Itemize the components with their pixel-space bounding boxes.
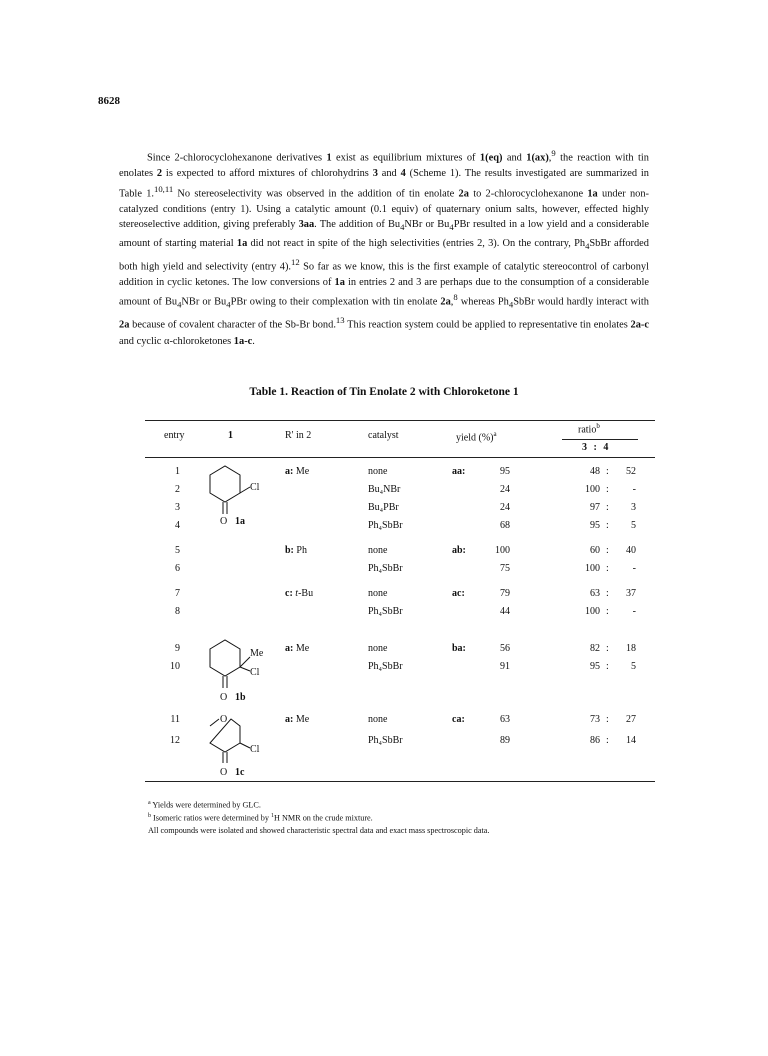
yield-cell: 24: [500, 502, 510, 513]
ratio-3-cell: 73: [590, 714, 600, 725]
catalyst-cell: none: [368, 545, 388, 556]
cl-label: Cl: [250, 744, 260, 755]
structure-1a: [200, 463, 280, 533]
rgroup-cell: a: Me: [285, 643, 310, 654]
ratio-4-cell: 5: [631, 661, 636, 672]
ratio-separator: :: [606, 714, 609, 725]
entry-cell: 4: [175, 520, 180, 531]
ring-o-label: O: [220, 714, 228, 725]
body-paragraph: Since 2-chlorocyclohexanone derivatives 1 exist as equilibrium mixtures of 1(eq) and 1(ax),$^9$ the reaction with tin enolates 2 is expected to afford mixtures of chlorohydrins 3 and 4 (Scheme 1). The results investigated are summarized in Table 1.$^{10,11}$ No stereoselectivity was observed in the addition of tin enolate 2a to 2-chlorocyclohexanone 1a under non-catalyzed conditions (entry 1). Using a catalytic amount (0.1 equiv) of quaternary onium salts, however, effected highly stereoselective addition, giving preferably 3aa. The addition of $Bu_4NBr$ or $Bu_4PBr$ resulted in a low yield and a considerable amount of starting material 1a did not react in spite of the high selectivities (entries 2, 3). On the contrary, $Ph_4SbBr$ afforded both high yield and selectivity (entry 4).$^{12}$ So far as we know, this is the first example of catalytic stereocontrol of carbonyl addition in cyclic ketones. The low conversions of 1a in entries 2 and 3 are perhaps due to the consumption of a considerable amount of $Bu_4NBr$ or $Bu_4PBr$ owing to their complexation with tin enolate 2a,$^8$ whereas $Ph_4SbBr$ would hardly interact with 2a because of covalent character of the Sb-Br bond.$^{13}$ This reaction system could be applied to representative tin enolates 2a-c and cyclic α-chloroketones 1a-c.: [119, 148, 650, 347]
yield-cell: 100: [495, 545, 510, 556]
catalyst-cell: Bu₄NBr: [368, 484, 401, 495]
catalyst-cell: none: [368, 588, 388, 599]
entry-cell: 5: [175, 545, 180, 556]
yield-cell: 63: [500, 714, 510, 725]
ratio-separator: :: [606, 502, 609, 513]
entry-cell: 11: [170, 714, 180, 725]
ratio-separator: :: [606, 606, 609, 617]
catalyst-cell: none: [368, 466, 388, 477]
entry-cell: 7: [175, 588, 180, 599]
ratio-4-cell: 18: [626, 643, 636, 654]
footnote-b: $^b$ Isomeric ratios were determined by $^1$H NMR on the crude mixture.: [148, 813, 373, 823]
structure-1b: [200, 637, 280, 709]
yield-cell: 89: [500, 735, 510, 746]
ratio-4-cell: 5: [631, 520, 636, 531]
ratio-3-cell: 95: [590, 661, 600, 672]
ratio-4-cell: 14: [626, 735, 636, 746]
table-top-rule: [145, 420, 655, 421]
ratio-4-cell: -: [632, 606, 636, 617]
yield-cell: 79: [500, 588, 510, 599]
header-rgroup: R' in 2: [285, 430, 312, 441]
o-label: O: [220, 767, 228, 778]
catalyst-cell: none: [368, 714, 388, 725]
ratio-3-cell: 82: [590, 643, 600, 654]
structure-label: 1b: [235, 692, 246, 703]
ratio-3-cell: 100: [585, 606, 600, 617]
header-yield: yield (%)$^a$: [456, 430, 497, 444]
rgroup-cell: c: t-Bu: [285, 588, 314, 599]
ratio-4-cell: -: [632, 563, 636, 574]
entry-cell: 12: [170, 735, 180, 746]
o-label: O: [220, 692, 228, 703]
ratio-separator: :: [606, 520, 609, 531]
catalyst-cell: Ph₄SbBr: [368, 606, 403, 617]
header-entry: entry: [164, 430, 185, 441]
catalyst-cell: Ph₄SbBr: [368, 735, 403, 746]
me-label: Me: [250, 648, 264, 659]
entry-cell: 1: [175, 466, 180, 477]
ratio-separator: :: [606, 588, 609, 599]
cl-label: Cl: [250, 667, 260, 678]
product-label-cell: ac:: [452, 588, 465, 599]
yield-cell: 75: [500, 563, 510, 574]
header-ketone: 1: [228, 430, 233, 441]
rgroup-cell: b: Ph: [285, 545, 307, 556]
ratio-3-cell: 60: [590, 545, 600, 556]
ratio-3-cell: 97: [590, 502, 600, 513]
entry-cell: 10: [170, 661, 180, 672]
ratio-separator: :: [606, 545, 609, 556]
catalyst-cell: Ph₄SbBr: [368, 520, 403, 531]
catalyst-cell: Bu₄PBr: [368, 502, 399, 513]
product-label-cell: aa:: [452, 466, 466, 477]
product-label-cell: ab:: [452, 545, 466, 556]
page-number: 8628: [98, 95, 120, 107]
ratio-4-cell: 3: [631, 502, 636, 513]
entry-cell: 9: [175, 643, 180, 654]
ratio-separator: :: [606, 735, 609, 746]
ratio-3-cell: 100: [585, 563, 600, 574]
entry-cell: 6: [175, 563, 180, 574]
ratio-4-cell: 40: [626, 545, 636, 556]
ratio-3-cell: 95: [590, 520, 600, 531]
ratio-3-cell: 63: [590, 588, 600, 599]
product-label-cell: ba:: [452, 643, 466, 654]
catalyst-cell: Ph₄SbBr: [368, 661, 403, 672]
cl-label: Cl: [250, 482, 260, 493]
header-ratio-sub: 3 : 4: [582, 442, 611, 453]
structure-label: 1a: [235, 516, 245, 527]
entry-cell: 8: [175, 606, 180, 617]
yield-cell: 24: [500, 484, 510, 495]
catalyst-cell: none: [368, 643, 388, 654]
ratio-separator: :: [606, 643, 609, 654]
rgroup-cell: a: Me: [285, 714, 310, 725]
ratio-separator: :: [606, 484, 609, 495]
footnote-note: All compounds were isolated and showed characteristic spectral data and exact mass spectroscopic data.: [148, 826, 490, 835]
yield-cell: 91: [500, 661, 510, 672]
table-header-rule: [145, 457, 655, 458]
ratio-4-cell: 52: [626, 466, 636, 477]
product-label-cell: ca:: [452, 714, 465, 725]
structure-1c: [200, 710, 280, 782]
yield-cell: 44: [500, 606, 510, 617]
table-caption: Table 1. Reaction of Tin Enolate 2 with Chloroketone 1: [249, 386, 519, 398]
entry-cell: 3: [175, 502, 180, 513]
rgroup-cell: a: Me: [285, 466, 310, 477]
header-ratio: ratio$^b$: [578, 422, 600, 436]
structure-label: 1c: [235, 767, 245, 778]
o-label: O: [220, 516, 228, 527]
yield-cell: 95: [500, 466, 510, 477]
ratio-rule: [562, 439, 638, 440]
entry-cell: 2: [175, 484, 180, 495]
footnote-a: $^a$ Yields were determined by GLC.: [148, 800, 261, 810]
header-catalyst: catalyst: [368, 430, 399, 441]
yield-cell: 56: [500, 643, 510, 654]
ratio-4-cell: 27: [626, 714, 636, 725]
ratio-separator: :: [606, 661, 609, 672]
ratio-3-cell: 48: [590, 466, 600, 477]
catalyst-cell: Ph₄SbBr: [368, 563, 403, 574]
ratio-3-cell: 86: [590, 735, 600, 746]
ratio-separator: :: [606, 563, 609, 574]
ratio-4-cell: -: [632, 484, 636, 495]
ratio-separator: :: [606, 466, 609, 477]
yield-cell: 68: [500, 520, 510, 531]
ratio-3-cell: 100: [585, 484, 600, 495]
ratio-4-cell: 37: [626, 588, 636, 599]
